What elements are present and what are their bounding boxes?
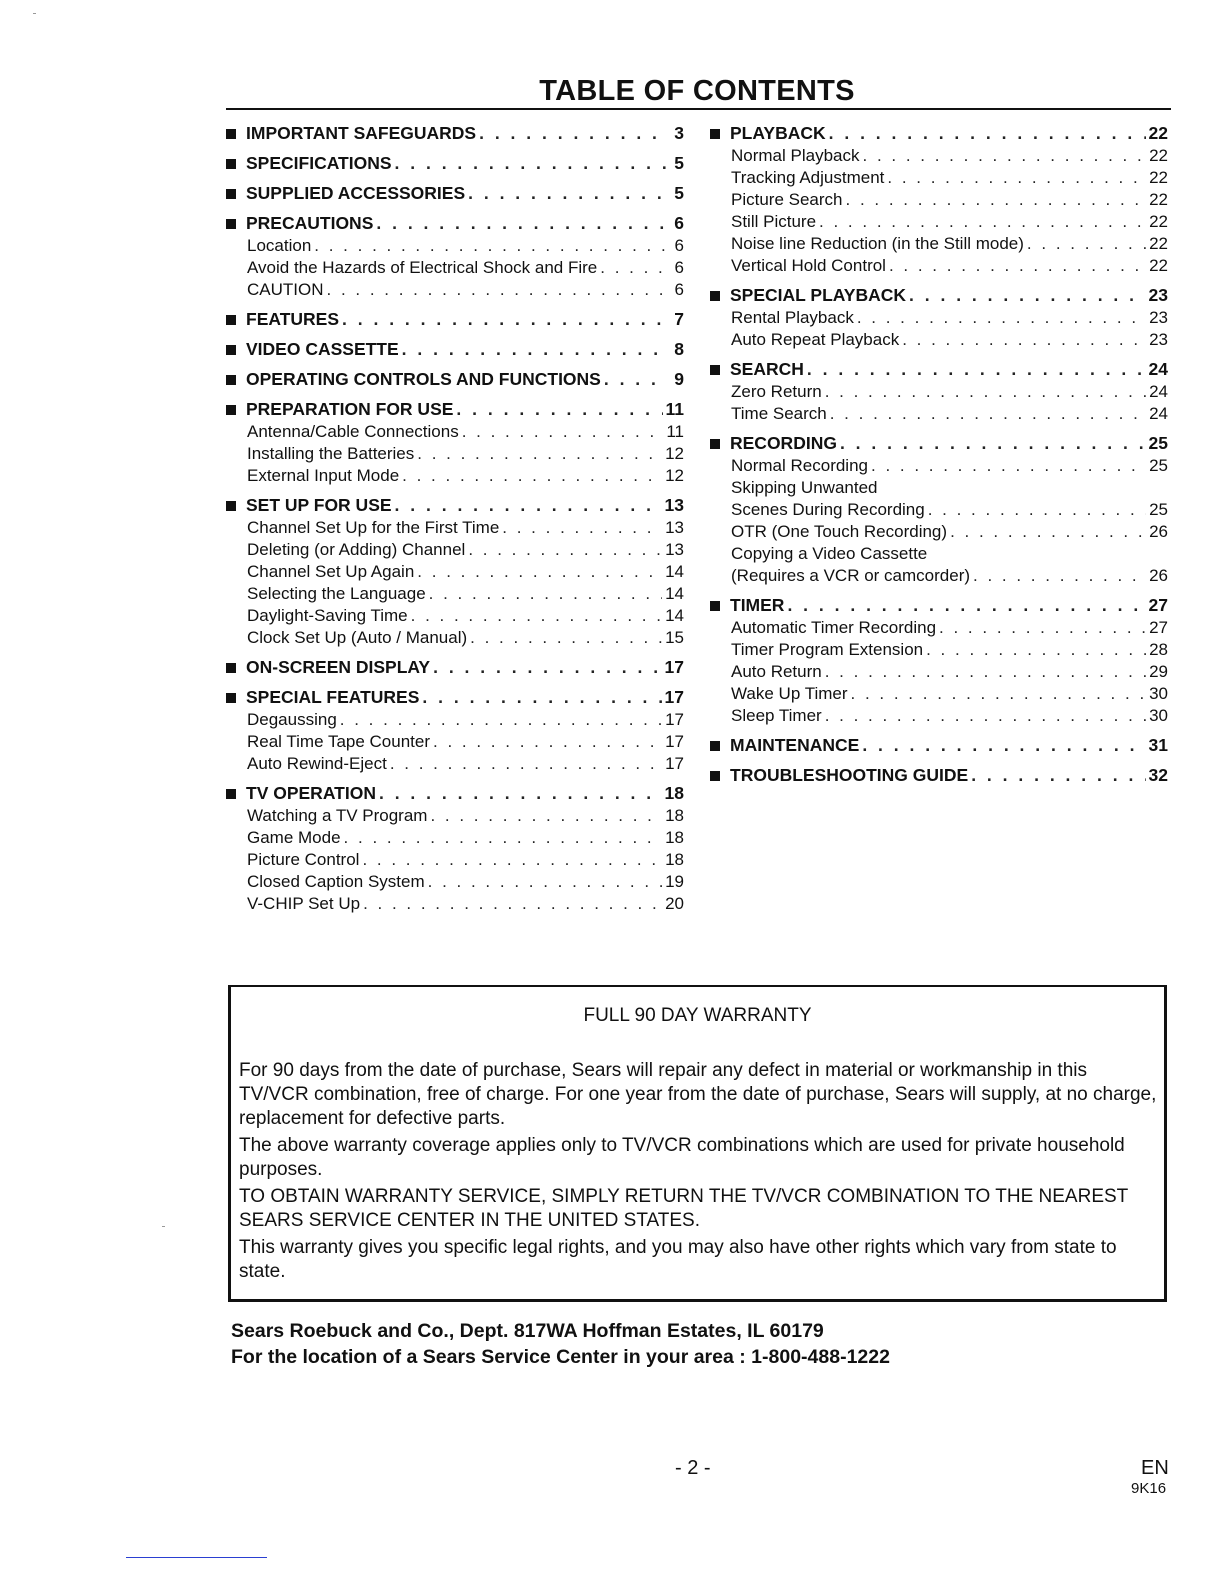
- dot-leader: [887, 167, 1146, 189]
- toc-section: [226, 656, 684, 679]
- dot-leader: [433, 731, 662, 753]
- toc-page-number: 14: [665, 562, 684, 581]
- toc-subitem-label: V-CHIP Set Up: [247, 894, 361, 913]
- toc-subitem-label: Installing the Batteries: [247, 444, 415, 463]
- toc-page-number: 25: [1149, 500, 1168, 519]
- dot-leader: [363, 893, 662, 915]
- sears-contact: [231, 1318, 890, 1370]
- toc-subitem-label: Tracking Adjustment: [731, 168, 885, 187]
- dot-leader: [787, 594, 1145, 617]
- square-bullet-icon: [226, 405, 236, 415]
- dot-leader: [479, 122, 667, 145]
- toc-subitem-label: Time Search: [731, 404, 827, 423]
- toc-subitem: [226, 731, 684, 753]
- square-bullet-icon: [226, 315, 236, 325]
- toc-section: [710, 764, 1168, 787]
- dot-leader: [1027, 233, 1146, 255]
- dot-leader: [950, 521, 1146, 543]
- toc-section: [226, 494, 684, 649]
- toc-heading: [226, 182, 684, 205]
- toc-subitem-label: Skipping Unwanted: [731, 478, 878, 497]
- toc-page-number: 22: [1149, 234, 1168, 253]
- toc-subitem-label: Clock Set Up (Auto / Manual): [247, 628, 468, 647]
- dot-leader: [846, 189, 1147, 211]
- footer-link-line: [126, 1557, 267, 1558]
- square-bullet-icon: [226, 219, 236, 229]
- toc-subitem: [710, 255, 1168, 277]
- dot-leader: [456, 398, 662, 421]
- contact-address: Sears Roebuck and Co., Dept. 817WA Hoffman Estates, IL 60179: [231, 1320, 824, 1342]
- toc-subitem: [710, 233, 1168, 255]
- toc-page-number: 22: [1149, 256, 1168, 275]
- toc-page-number: 25: [1149, 456, 1168, 475]
- toc-subitem-label: Noise line Reduction (in the Still mode): [731, 234, 1024, 253]
- scan-mark: [33, 13, 36, 14]
- toc-page-number: 26: [1149, 566, 1168, 585]
- toc-subitem: [710, 189, 1168, 211]
- toc-page-number: 28: [1149, 640, 1168, 659]
- toc-subitem: [226, 465, 684, 487]
- toc-heading-label: SPECIFICATIONS: [246, 153, 392, 173]
- contact-phone: For the location of a Sears Service Center in your area : 1-800-488-1222: [231, 1346, 890, 1368]
- toc-section: [226, 368, 684, 391]
- toc-page-number: 32: [1148, 765, 1168, 785]
- toc-heading: [226, 308, 684, 331]
- toc-subitem: [710, 521, 1168, 543]
- toc-subitem-label: Rental Playback: [731, 308, 854, 327]
- toc-page-number: 30: [1149, 706, 1168, 725]
- toc-subitem: [710, 167, 1168, 189]
- toc-page-number: 12: [665, 444, 684, 463]
- toc-subitem-label: Copying a Video Cassette: [731, 544, 928, 563]
- dot-leader: [863, 145, 1147, 167]
- toc-page-number: 5: [674, 183, 684, 203]
- toc-subitem: [710, 145, 1168, 167]
- toc-page-number: 6: [674, 258, 684, 277]
- toc-subitem: [710, 617, 1168, 639]
- toc-subitem: [226, 893, 684, 915]
- toc-heading: [710, 734, 1168, 757]
- dot-leader: [825, 705, 1146, 727]
- dot-leader: [428, 871, 662, 893]
- toc-page-number: 17: [664, 687, 684, 707]
- dot-leader: [902, 329, 1146, 351]
- toc-page-number: 17: [665, 732, 684, 751]
- toc-subitem: [226, 257, 684, 279]
- toc-subitem-label: Closed Caption System: [247, 872, 425, 891]
- dot-leader: [402, 465, 662, 487]
- square-bullet-icon: [710, 439, 720, 449]
- toc-heading: [710, 764, 1168, 787]
- toc-subitem-label: Auto Repeat Playback: [731, 330, 900, 349]
- toc-subitem: [710, 329, 1168, 351]
- dot-leader: [314, 235, 667, 257]
- toc-heading-label: TIMER: [730, 595, 785, 615]
- toc-page-number: 18: [664, 783, 684, 803]
- dot-leader: [429, 583, 662, 605]
- toc-subitem-label: Watching a TV Program: [247, 806, 428, 825]
- dot-leader: [829, 122, 1146, 145]
- warranty-paragraph: The above warranty coverage applies only to TV/VCR combinations which are used for private household purposes.: [239, 1135, 1125, 1180]
- toc-subitem-label: (Requires a VCR or camcorder): [731, 566, 971, 585]
- dot-leader: [600, 257, 667, 279]
- toc-heading: [226, 398, 684, 421]
- toc-left-column: [226, 122, 684, 922]
- dot-leader: [470, 627, 662, 649]
- toc-heading: [226, 494, 684, 517]
- toc-subitem-label: Normal Recording: [731, 456, 868, 475]
- toc-heading: [710, 594, 1168, 617]
- toc-heading-label: IMPORTANT SAFEGUARDS: [246, 123, 477, 143]
- square-bullet-icon: [710, 601, 720, 611]
- dot-leader: [926, 639, 1146, 661]
- toc-subitem-label: Timer Program Extension: [731, 640, 924, 659]
- toc-page-number: 19: [665, 872, 684, 891]
- toc-subitem-label: Daylight-Saving Time: [247, 606, 408, 625]
- dot-leader: [973, 565, 1146, 587]
- toc-page-number: 29: [1149, 662, 1168, 681]
- toc-subitem-label: Avoid the Hazards of Electrical Shock and Fire: [247, 258, 598, 277]
- dot-leader: [857, 307, 1146, 329]
- dot-leader: [862, 734, 1145, 757]
- toc-section: [710, 358, 1168, 425]
- toc-section: [710, 594, 1168, 727]
- toc-heading-label: PREPARATION FOR USE: [246, 399, 454, 419]
- dot-leader: [889, 255, 1146, 277]
- dot-leader: [830, 403, 1146, 425]
- square-bullet-icon: [710, 291, 720, 301]
- dot-leader: [430, 805, 662, 827]
- toc-section: [226, 182, 684, 205]
- page-title: TABLE OF CONTENTS: [539, 75, 855, 107]
- toc-heading: [226, 782, 684, 805]
- toc-subitem: [226, 539, 684, 561]
- square-bullet-icon: [226, 789, 236, 799]
- dot-leader: [395, 152, 667, 175]
- toc-subitem: [226, 871, 684, 893]
- toc-heading: [226, 212, 684, 235]
- toc-page-number: 22: [1149, 146, 1168, 165]
- toc-heading-label: SPECIAL PLAYBACK: [730, 285, 907, 305]
- dot-leader: [344, 827, 663, 849]
- toc-section: [226, 338, 684, 361]
- toc-subitem: [710, 403, 1168, 425]
- toc-page-number: 11: [666, 422, 684, 441]
- toc-subitem-label: Picture Search: [731, 190, 843, 209]
- toc-subitem-label: Wake Up Timer: [731, 684, 848, 703]
- toc-heading: [226, 368, 684, 391]
- toc-heading: [710, 432, 1168, 455]
- dot-leader: [362, 849, 662, 871]
- toc-page-number: 18: [665, 806, 684, 825]
- dot-leader: [411, 605, 662, 627]
- toc-section: [710, 284, 1168, 351]
- toc-subitem-label: Scenes During Recording: [731, 500, 925, 519]
- toc-subitem-label: Location: [247, 236, 312, 255]
- square-bullet-icon: [710, 741, 720, 751]
- toc-subitem: [226, 561, 684, 583]
- toc-subitem: [226, 753, 684, 775]
- toc-right-column: [710, 122, 1168, 794]
- toc-page-number: 9: [674, 369, 684, 389]
- toc-heading-label: MAINTENANCE: [730, 735, 860, 755]
- toc-subitem-label: Game Mode: [247, 828, 341, 847]
- toc-subitem: [710, 455, 1168, 477]
- toc-subitem: [226, 849, 684, 871]
- dot-leader: [502, 517, 662, 539]
- square-bullet-icon: [226, 189, 236, 199]
- toc-subitem-label: Auto Rewind-Eject: [247, 754, 387, 773]
- dot-leader: [417, 561, 662, 583]
- toc-heading: [710, 358, 1168, 381]
- toc-page-number: 24: [1149, 382, 1168, 401]
- toc-page-number: 6: [674, 280, 684, 299]
- toc-page-number: 25: [1148, 433, 1168, 453]
- dot-leader: [939, 617, 1146, 639]
- toc-subitem-label: Normal Playback: [731, 146, 860, 165]
- toc-subitem-label: Degaussing: [247, 710, 337, 729]
- dot-leader: [819, 211, 1146, 233]
- toc-subitem: [710, 307, 1168, 329]
- toc-subitem: [710, 661, 1168, 683]
- toc-subitem-label: Auto Return: [731, 662, 822, 681]
- toc-subitem: [226, 517, 684, 539]
- toc-section: [226, 398, 684, 487]
- toc-page-number: 18: [665, 850, 684, 869]
- toc-subitem: [710, 211, 1168, 233]
- toc-page-number: 31: [1148, 735, 1168, 755]
- toc-heading-label: PLAYBACK: [730, 123, 826, 143]
- toc-page-number: 23: [1149, 308, 1168, 327]
- toc-subitem-label: Channel Set Up for the First Time: [247, 518, 500, 537]
- toc-page-number: 7: [674, 309, 684, 329]
- dot-leader: [468, 539, 662, 561]
- toc-section: [226, 686, 684, 775]
- toc-page-number: 11: [665, 399, 684, 419]
- toc-heading: [226, 122, 684, 145]
- square-bullet-icon: [226, 129, 236, 139]
- toc-heading-label: RECORDING: [730, 433, 837, 453]
- toc-heading: [226, 656, 684, 679]
- toc-subitem: [226, 235, 684, 257]
- toc-page-number: 3: [674, 123, 684, 143]
- toc-heading: [226, 152, 684, 175]
- toc-subitem-label: Deleting (or Adding) Channel: [247, 540, 466, 559]
- toc-subitem: [226, 421, 684, 443]
- toc-section: [710, 734, 1168, 757]
- toc-page-number: 27: [1149, 618, 1168, 637]
- dot-leader: [971, 764, 1145, 787]
- square-bullet-icon: [710, 771, 720, 781]
- toc-page-number: 22: [1149, 190, 1168, 209]
- toc-page-number: 20: [665, 894, 684, 913]
- warranty-paragraph: This warranty gives you specific legal rights, and you may also have other rights which vary from state to state.: [239, 1237, 1117, 1282]
- dot-leader: [851, 683, 1147, 705]
- toc-subitem: [710, 565, 1168, 587]
- warranty-paragraph: For 90 days from the date of purchase, Sears will repair any defect in material or workmanship in this TV/VCR combination, free of charge. For one year from the date of purchase, Sears will supply, at no charge, replacement for defective parts.: [239, 1060, 1157, 1129]
- toc-page-number: 12: [665, 466, 684, 485]
- toc-page-number: 13: [664, 495, 684, 515]
- toc-heading-label: SEARCH: [730, 359, 804, 379]
- toc-subitem: [226, 709, 684, 731]
- toc-heading-label: SET UP FOR USE: [246, 495, 392, 515]
- toc-heading-label: SPECIAL FEATURES: [246, 687, 420, 707]
- toc-subitem-label: Vertical Hold Control: [731, 256, 886, 275]
- dot-leader: [462, 421, 664, 443]
- model-code: 9K16: [1131, 1480, 1167, 1497]
- toc-subitem-label: Selecting the Language: [247, 584, 426, 603]
- toc-subitem-label: Picture Control: [247, 850, 360, 869]
- dot-leader: [825, 661, 1146, 683]
- warranty-box: [228, 985, 1167, 1302]
- toc-page-number: 13: [665, 518, 684, 537]
- toc-page-number: 6: [674, 213, 684, 233]
- toc-page-number: 26: [1149, 522, 1168, 541]
- toc-page-number: 6: [674, 236, 684, 255]
- toc-subitem: [710, 639, 1168, 661]
- dot-leader: [604, 368, 667, 391]
- toc-subitem: [710, 683, 1168, 705]
- square-bullet-icon: [226, 375, 236, 385]
- toc-subitem-label: Sleep Timer: [731, 706, 822, 725]
- square-bullet-icon: [226, 501, 236, 511]
- toc-heading: [710, 284, 1168, 307]
- toc-page-number: 23: [1149, 330, 1168, 349]
- toc-heading-label: TV OPERATION: [246, 783, 376, 803]
- toc-subitem: [226, 279, 684, 301]
- dot-leader: [395, 494, 662, 517]
- toc-page-number: 14: [665, 584, 684, 603]
- toc-page-number: 17: [665, 710, 684, 729]
- toc-subitem-label: Channel Set Up Again: [247, 562, 415, 581]
- toc-subitem: [226, 827, 684, 849]
- toc-subitem: [710, 499, 1168, 521]
- toc-page-number: 14: [665, 606, 684, 625]
- toc-subitem: [710, 381, 1168, 403]
- toc-section: [226, 122, 684, 145]
- square-bullet-icon: [226, 693, 236, 703]
- dot-leader: [379, 782, 662, 805]
- toc-heading: [710, 122, 1168, 145]
- square-bullet-icon: [226, 663, 236, 673]
- toc-section: [226, 308, 684, 331]
- toc-subitem: [226, 627, 684, 649]
- toc-page-number: 15: [665, 628, 684, 647]
- square-bullet-icon: [226, 159, 236, 169]
- dot-leader: [433, 656, 661, 679]
- toc-subitem-label: CAUTION: [247, 280, 324, 299]
- toc-page-number: 23: [1148, 285, 1168, 305]
- dot-leader: [928, 499, 1146, 521]
- toc-page-number: 22: [1149, 168, 1168, 187]
- toc-section: [226, 212, 684, 301]
- square-bullet-icon: [226, 345, 236, 355]
- page-number: - 2 -: [675, 1457, 711, 1479]
- toc-subitem-label: Automatic Timer Recording: [731, 618, 937, 637]
- toc-subitem: [710, 705, 1168, 727]
- dot-leader: [840, 432, 1146, 455]
- toc-subitem: [226, 583, 684, 605]
- square-bullet-icon: [710, 365, 720, 375]
- toc-heading-label: OPERATING CONTROLS AND FUNCTIONS: [246, 369, 601, 389]
- toc-subitem-label: Zero Return: [731, 382, 822, 401]
- toc-subitem-label: OTR (One Touch Recording): [731, 522, 948, 541]
- toc-heading-label: FEATURES: [246, 309, 340, 329]
- toc-page-number: 27: [1148, 595, 1168, 615]
- toc-section: [226, 152, 684, 175]
- toc-heading-label: TROUBLESHOOTING GUIDE: [730, 765, 969, 785]
- toc-page-number: 22: [1148, 123, 1168, 143]
- dot-leader: [825, 381, 1146, 403]
- toc-section: [710, 432, 1168, 587]
- title-rule: [226, 108, 1171, 110]
- warranty-paragraph: TO OBTAIN WARRANTY SERVICE, SIMPLY RETURN THE TV/VCR COMBINATION TO THE NEAREST SEARS SERVICE CENTER IN THE UNITED STATES.: [239, 1186, 1128, 1231]
- toc-page-number: 13: [665, 540, 684, 559]
- toc-page-number: 8: [674, 339, 684, 359]
- toc-subitem-label: Real Time Tape Counter: [247, 732, 431, 751]
- toc-page-number: 30: [1149, 684, 1168, 703]
- toc-subitem-label: Still Picture: [731, 212, 817, 231]
- dot-leader: [376, 212, 667, 235]
- dot-leader: [468, 182, 667, 205]
- dot-leader: [909, 284, 1146, 307]
- scan-mark: [162, 1226, 165, 1227]
- toc-subitem-label: Antenna/Cable Connections: [247, 422, 459, 441]
- toc-page-number: 17: [664, 657, 684, 677]
- toc-page-number: 5: [674, 153, 684, 173]
- toc-subitem: [226, 605, 684, 627]
- toc-page-number: 17: [665, 754, 684, 773]
- toc-section: [226, 782, 684, 915]
- dot-leader: [340, 709, 662, 731]
- toc-heading-label: VIDEO CASSETTE: [246, 339, 399, 359]
- toc-heading: [226, 338, 684, 361]
- toc-subitem: [226, 443, 684, 465]
- toc-page-number: 24: [1149, 404, 1168, 423]
- dot-leader: [807, 358, 1146, 381]
- toc-heading-label: PRECAUTIONS: [246, 213, 374, 233]
- square-bullet-icon: [710, 129, 720, 139]
- warranty-title: FULL 90 DAY WARRANTY: [583, 1005, 812, 1026]
- toc-subitem: [710, 477, 1168, 499]
- dot-leader: [871, 455, 1146, 477]
- dot-leader: [417, 443, 662, 465]
- toc-subitem: [710, 543, 1168, 565]
- dot-leader: [422, 686, 661, 709]
- toc-section: [710, 122, 1168, 277]
- toc-page-number: 24: [1148, 359, 1168, 379]
- dot-leader: [390, 753, 662, 775]
- toc-page-number: 22: [1149, 212, 1168, 231]
- dot-leader: [402, 338, 667, 361]
- toc-heading: [226, 686, 684, 709]
- toc-subitem: [226, 805, 684, 827]
- dot-leader: [327, 279, 668, 301]
- warranty-body: [239, 1059, 1159, 1287]
- toc-heading-label: ON-SCREEN DISPLAY: [246, 657, 431, 677]
- dot-leader: [342, 308, 667, 331]
- toc-subitem-label: External Input Mode: [247, 466, 400, 485]
- language-code: EN: [1141, 1457, 1169, 1479]
- toc-page-number: 18: [665, 828, 684, 847]
- toc-heading-label: SUPPLIED ACCESSORIES: [246, 183, 466, 203]
